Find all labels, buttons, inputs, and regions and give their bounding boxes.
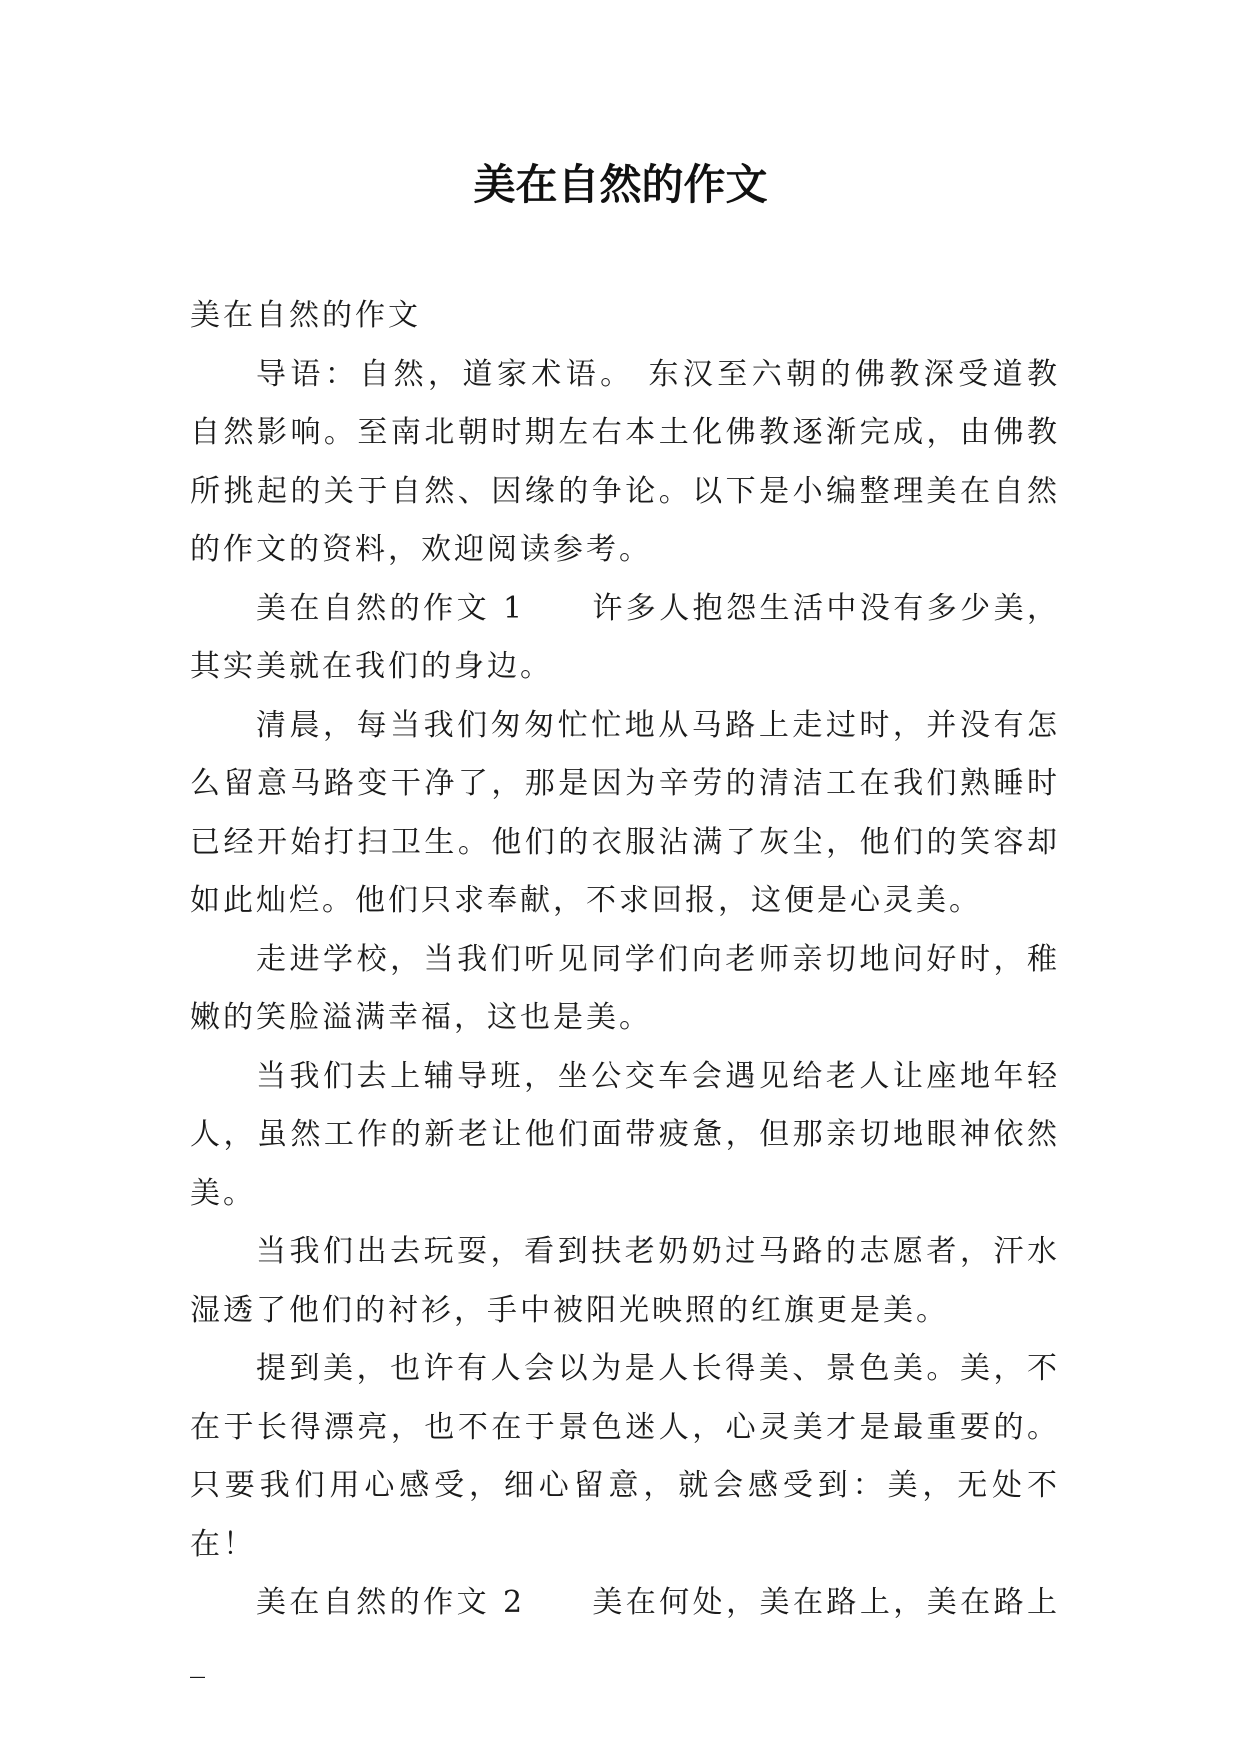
paragraph-bus: 当我们去上辅导班，坐公交车会遇见给老人让座地年轻人，虽然工作的新老让他们面带疲惫，但那亲切地眼神依然美。 [190,1058,1060,1211]
document-body [190,287,1060,1691]
document-title: 美在自然的作文 [473,160,768,209]
paragraph-essay-1-start: 美在自然的作文 1 许多人抱怨生活中没有多少美，其实美就在我们的身边。 [190,590,1060,684]
paragraph-volunteer: 当我们出去玩耍，看到扶老奶奶过马路的志愿者，汗水湿透了他们的衬衫，手中被阳光映照的红旗更是美。 [190,1234,1060,1328]
paragraph-heading: 美在自然的作文 [190,298,421,333]
paragraph-intro: 导语：自然，道家术语。 东汉至六朝的佛教深受道教自然影响。至南北朝时期左右本土化佛教逐渐完成，由佛教所挑起的关于自然、因缘的争论。以下是小编整理美在自然的作文的资料，欢迎阅读参考。 [190,356,1060,567]
paragraph-morning: 清晨，每当我们匆匆忙忙地从马路上走过时，并没有怎么留意马路变干净了，那是因为辛劳的清洁工在我们熟睡时已经开始打扫卫生。他们的衣服沾满了灰尘，他们的笑容却如此灿烂。他们只求奉献，不求回报，这便是心灵美。 [190,707,1060,918]
paragraph-conclusion: 提到美，也许有人会以为是人长得美、景色美。美，不在于长得漂亮，也不在于景色迷人，心灵美才是最重要的。只要我们用心感受，细心留意，就会感受到：美，无处不在！ [190,1351,1060,1562]
paragraph-school: 走进学校，当我们听见同学们向老师亲切地问好时，稚嫩的笑脸溢满幸福，这也是美。 [190,941,1060,1035]
paragraph-essay-2-start: 美在自然的作文 2 美在何处，美在路上，美在路上_ [190,1585,1060,1679]
